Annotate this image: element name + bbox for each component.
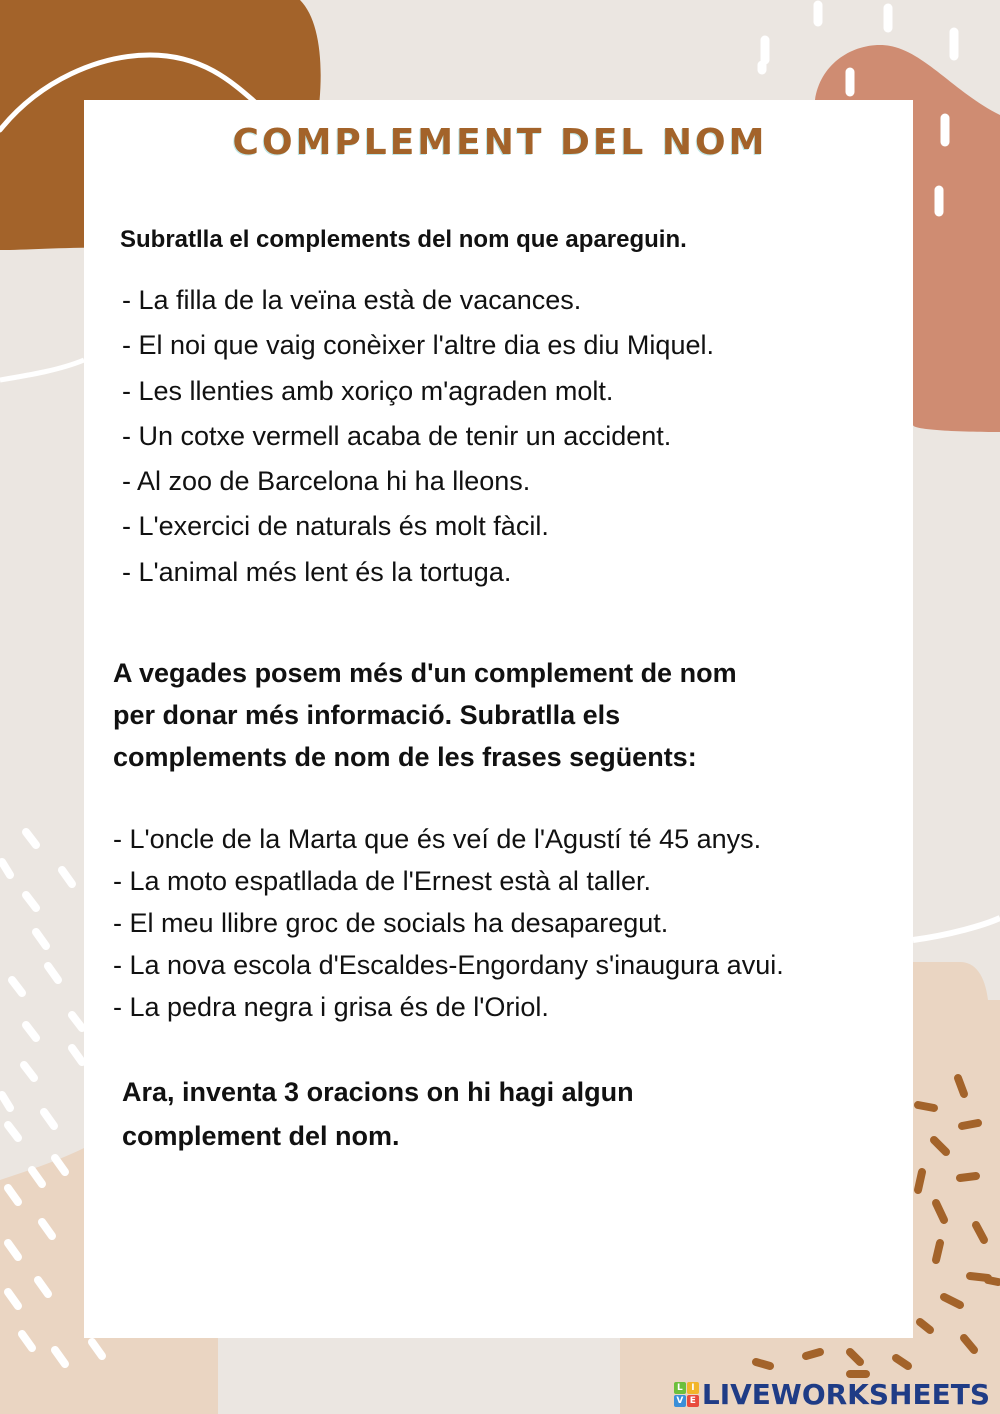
worksheet-title: COMPLEMENT DEL NOM	[232, 122, 768, 163]
sentence-item: - El noi que vaig conèixer l'altre dia es diu Miquel.	[122, 330, 714, 361]
instruction-line: complements de nom de les frases següents:	[113, 742, 697, 772]
instruction-line: A vegades posem més d'un complement de nom	[113, 658, 737, 688]
white-curve-right	[913, 918, 1000, 940]
sentence-item: - La moto espatllada de l'Ernest està al taller.	[113, 866, 651, 896]
brand-name: LIVEWORKSHEETS	[701, 1378, 990, 1411]
live-logo-icon: L I V E	[674, 1382, 699, 1407]
sentence-item: - L'exercici de naturals és molt fàcil.	[122, 511, 549, 542]
sentence-item: - Les llenties amb xoriço m'agraden molt.	[122, 375, 614, 406]
sentence-item: - La pedra negra i grisa és de l'Oriol.	[113, 992, 549, 1022]
instruction-line: per donar més informació. Subratlla els	[113, 700, 621, 730]
section2-sentence-list	[113, 818, 784, 1028]
sentence-item: - L'oncle de la Marta que és veí de l'Agustí té 45 anys.	[113, 824, 762, 854]
white-curve-left	[0, 360, 84, 380]
sentence-item: - Un cotxe vermell acaba de tenir un accident.	[122, 420, 672, 451]
sentence-item: - L'animal més lent és la tortuga.	[122, 556, 512, 587]
liveworksheets-branding	[674, 1378, 990, 1411]
section2-instruction	[113, 652, 903, 778]
section1-instruction: Subratlla el complements del nom que apareguin.	[120, 226, 687, 253]
sentence-item: - El meu llibre groc de socials ha desaparegut.	[113, 908, 669, 938]
sentence-item: - La filla de la veïna està de vacances.	[122, 285, 582, 315]
sentence-item: - La nova escola d'Escaldes-Engordany s'inaugura avui.	[113, 950, 784, 980]
instruction-line: Ara, inventa 3 oracions on hi hagi algun	[122, 1077, 634, 1107]
sentence-item: - Al zoo de Barcelona hi ha lleons.	[122, 466, 531, 497]
section3-instruction	[122, 1070, 822, 1158]
instruction-line: complement del nom.	[122, 1121, 400, 1151]
section1-sentence-list	[122, 278, 714, 595]
